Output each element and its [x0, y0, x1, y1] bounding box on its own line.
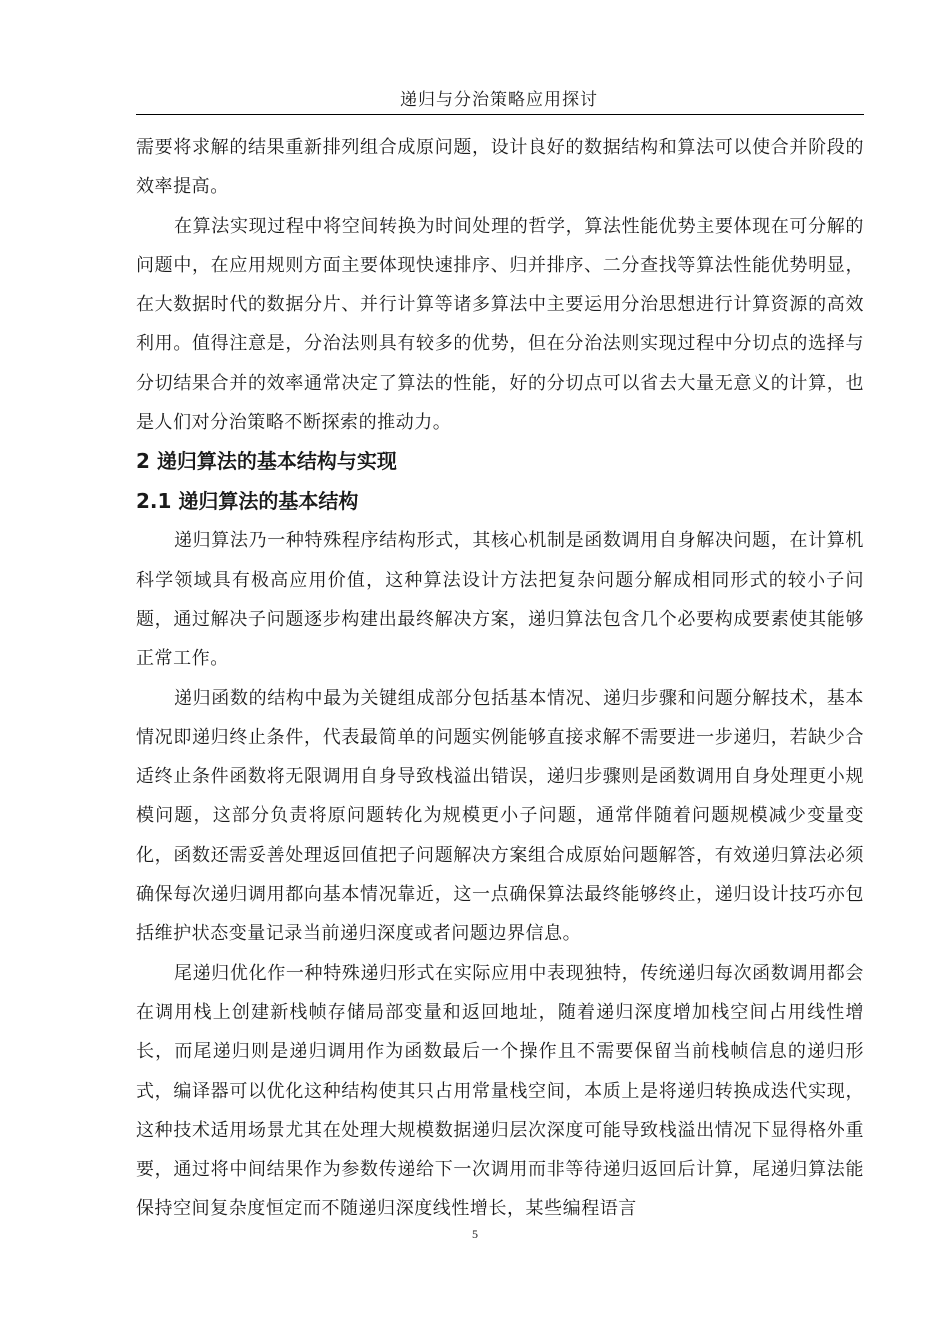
paragraph-space-time-philosophy: 在算法实现过程中将空间转换为时间处理的哲学，算法性能优势主要体现在可分解的问题中，在应用规则方面主要体现快速排序、归并排序、二分查找等算法性能优势明显，在大数据时代的数据分片、并行计算等诸多算法中主要运用分治思想进行计算资源的高效利用。值得注意是，分治法则具有较多的优势，但在分治法则实现过程中分切点的选择与分切结果合并的效率通常决定了算法的性能，好的分切点可以省去大量无意义的计算，也是人们对分治策略不断探索的推动力。: [136, 215, 864, 434]
paragraph-recursion-definition: 递归算法乃一种特殊程序结构形式，其核心机制是函数调用自身解决问题，在计算机科学领域具有极高应用价值，这种算法设计方法把复杂问题分解成相同形式的较小子问题，通过解决子问题逐步构建出最终解决方案，递归算法包含几个必要构成要素使其能够正常工作。: [136, 530, 864, 670]
header-rule: [136, 114, 864, 115]
running-header: 递归与分治策略应用探讨: [400, 90, 598, 110]
section-heading: 2 递归算法的基本结构与实现: [136, 449, 397, 474]
subsection-heading: 2.1 递归算法的基本结构: [136, 489, 359, 514]
document-body: [136, 128, 864, 1229]
paragraph-tail-recursion: 尾递归优化作一种特殊递归形式在实际应用中表现独特，传统递归每次函数调用都会在调用栈上创建新栈帧存储局部变量和返回地址，随着递归深度增加栈空间占用线性增长，而尾递归则是递归调用作为函数最后一个操作且不需要保留当前栈帧信息的递归形式，编译器可以优化这种结构使其只占用常量栈空间，本质上是将递归转换成迭代实现，这种技术适用场景尤其在处理大规模数据递归层次深度可能导致栈溢出情况下显得格外重要，通过将中间结果作为参数传递给下一次调用而非等待递归返回后计算，尾递归算法能保持空间复杂度恒定而不随递归深度线性增长，某些编程语言: [136, 962, 864, 1220]
paragraph-continuation: 需要将求解的结果重新排列组合成原问题，设计良好的数据结构和算法可以使合并阶段的效率提高。: [136, 137, 864, 198]
page-number: 5: [472, 1227, 478, 1241]
paragraph-recursion-structure: 递归函数的结构中最为关键组成部分包括基本情况、递归步骤和问题分解技术，基本情况即递归终止条件，代表最简单的问题实例能够直接求解不需要进一步递归，若缺少合适终止条件函数将无限调用自身导致栈溢出错误，递归步骤则是函数调用自身处理更小规模问题，这部分负责将原问题转化为规模更小子问题，通常伴随着问题规模减少变量变化，函数还需妥善处理返回值把子问题解决方案组合成原始问题解答，有效递归算法必须确保每次递归调用都向基本情况靠近，这一点确保算法最终能够终止，递归设计技巧亦包括维护状态变量记录当前递归深度或者问题边界信息。: [136, 687, 864, 945]
